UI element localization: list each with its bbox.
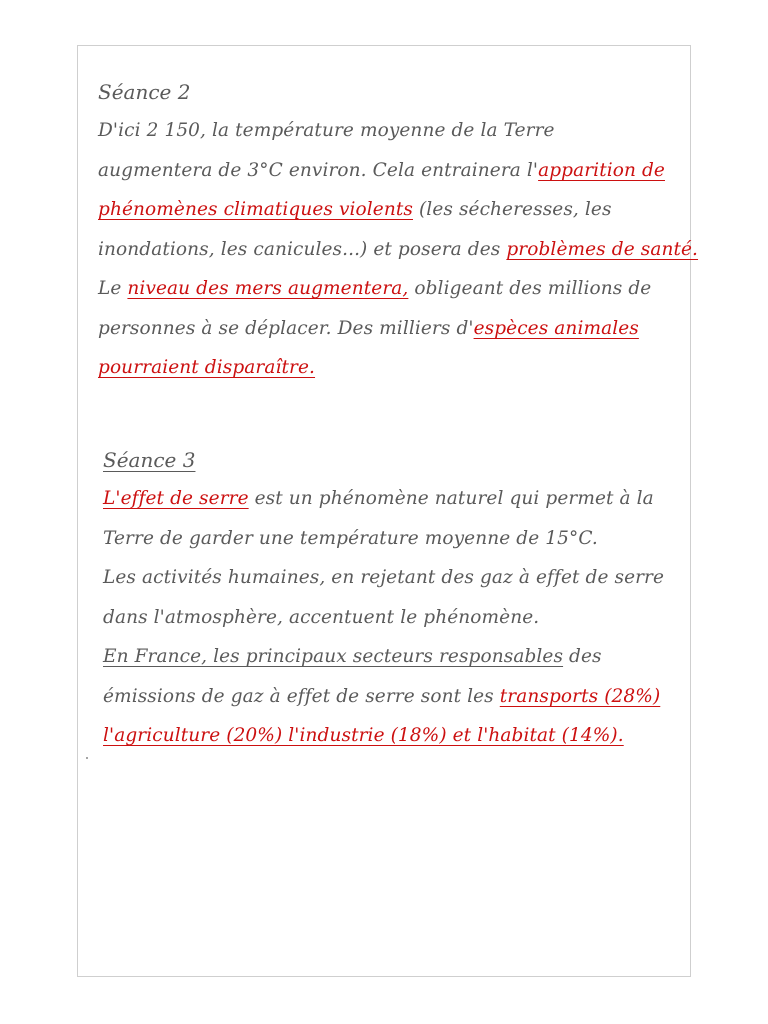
text-run: Les activités humaines, en rejetant des gaz à effet de serre bbox=[103, 567, 665, 588]
text-line bbox=[103, 598, 678, 638]
text-run: des bbox=[563, 646, 602, 667]
text-run: augmentera de 3°C environ. Cela entrainera l' bbox=[98, 159, 539, 181]
text-line bbox=[98, 151, 673, 191]
highlighted-phrase: phénomènes climatiques violents bbox=[98, 199, 413, 220]
text-line bbox=[98, 348, 673, 388]
text-run: obligeant des millions de bbox=[408, 278, 652, 299]
text-line bbox=[98, 309, 673, 349]
highlighted-phrase: L'effet de serre bbox=[103, 488, 249, 509]
text-line bbox=[98, 190, 673, 230]
highlighted-phrase: problèmes de santé. bbox=[506, 238, 699, 260]
section-title: Séance 3 bbox=[103, 448, 196, 472]
text-line bbox=[103, 558, 678, 598]
text-run: dans l'atmosphère, accentuent le phénomène. bbox=[103, 606, 540, 628]
text-line bbox=[98, 111, 673, 151]
text-run: (les sécheresses, les bbox=[413, 199, 612, 220]
text-line bbox=[103, 479, 678, 519]
text-line bbox=[98, 230, 699, 270]
highlighted-phrase: apparition de bbox=[538, 159, 665, 181]
text-run: émissions de gaz à effet de serre sont les bbox=[103, 685, 500, 707]
paragraph bbox=[98, 111, 699, 388]
text-line bbox=[98, 269, 673, 309]
section-seance-2 bbox=[98, 73, 699, 388]
text-line bbox=[103, 677, 678, 717]
section-seance-3 bbox=[103, 441, 678, 756]
text-run: Terre de garder une température moyenne de 15°C. bbox=[103, 527, 598, 549]
stray-mark bbox=[86, 757, 88, 759]
text-run: inondations, les canicules...) et posera des bbox=[98, 238, 507, 260]
underlined-phrase: En France, les principaux secteurs responsables bbox=[103, 646, 564, 667]
paragraph bbox=[103, 479, 678, 756]
text-line bbox=[103, 637, 678, 677]
text-line bbox=[103, 519, 678, 559]
section-title: Séance 2 bbox=[98, 80, 191, 104]
text-line bbox=[103, 716, 678, 756]
highlighted-phrase: espèces animales bbox=[473, 317, 639, 339]
text-run: D'ici 2 150, la température moyenne de la Terre bbox=[98, 120, 555, 141]
highlighted-phrase: l'agriculture (20%) l'industrie (18%) et l'habitat (14%). bbox=[103, 725, 624, 746]
highlighted-phrase: niveau des mers augmentera, bbox=[127, 278, 409, 299]
text-run: est un phénomène naturel qui permet à la bbox=[248, 488, 654, 509]
text-run: Le bbox=[98, 278, 128, 299]
text-run: personnes à se déplacer. Des milliers d' bbox=[98, 317, 474, 339]
highlighted-phrase: pourraient disparaître. bbox=[98, 357, 316, 378]
highlighted-phrase: transports (28%) bbox=[499, 685, 661, 707]
